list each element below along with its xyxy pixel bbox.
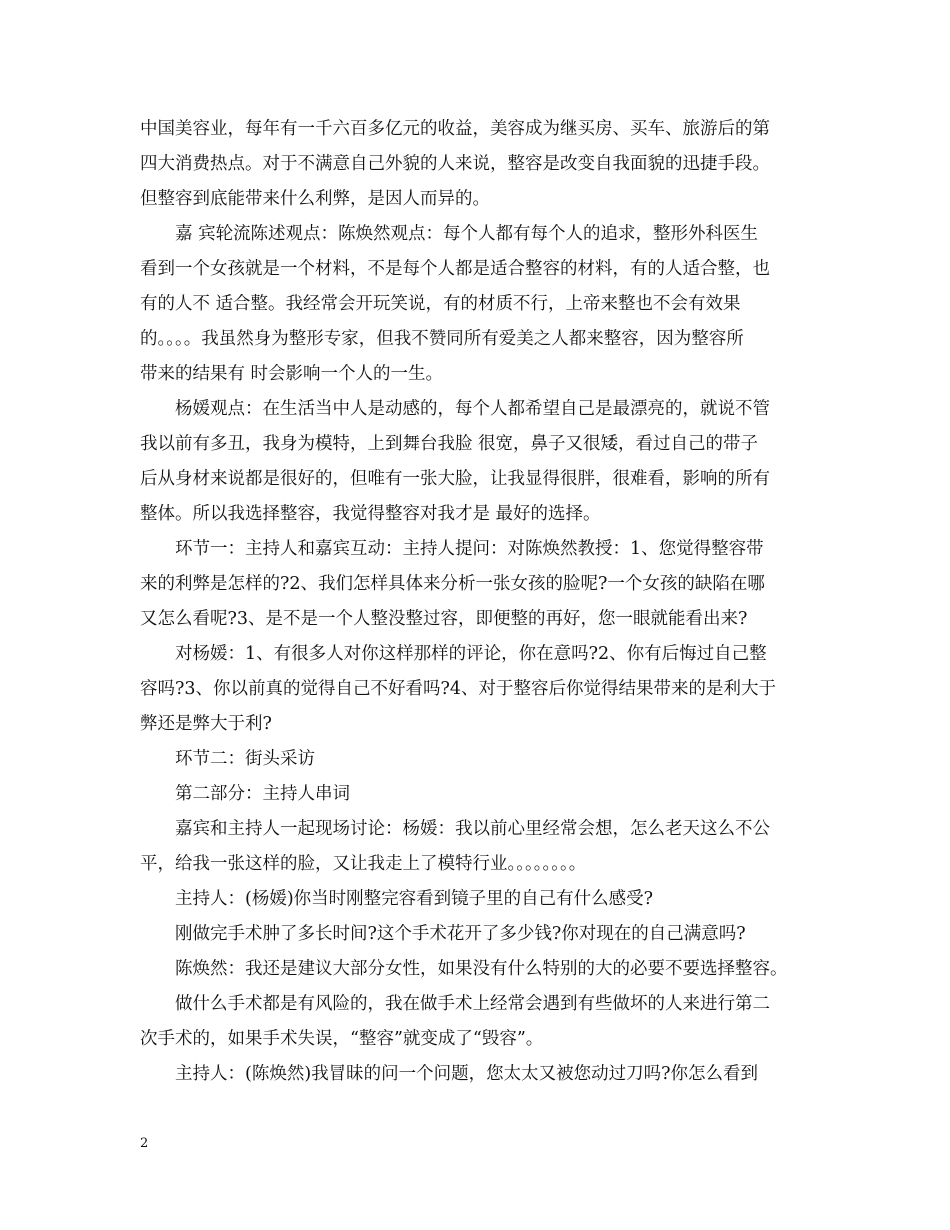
paragraph	[140, 742, 812, 777]
body-text	[140, 112, 812, 1092]
paragraph	[140, 952, 812, 987]
text-line: 弊还是弊大于利?	[140, 714, 272, 734]
text-line: 有的人不 适合整。我经常会开玩笑说，有的材质不行，上帝来整也不会有效果	[140, 294, 741, 314]
text-line: 中国美容业，每年有一千六百多亿元的收益，美容成为继买房、买车、旅游后的第	[140, 119, 770, 139]
text-line: 但整容到底能带来什么利弊，是因人而异的。	[140, 189, 490, 209]
text-line: 四大消费热点。对于不满意自己外貌的人来说，整容是改变自我面貌的迅捷手段。	[140, 154, 770, 174]
text-line: 看到一个女孩就是一个材料，不是每个人都是适合整容的材料，有的人适合整，也	[140, 259, 770, 279]
paragraph	[140, 917, 812, 952]
text-line: 主持人：(杨媛)你当时刚整完容看到镜子里的自己有什么感受?	[175, 889, 654, 909]
text-line: 来的利弊是怎样的?2、我们怎样具体来分析一张女孩的脸呢?一个女孩的缺陷在哪	[140, 574, 765, 594]
paragraph	[140, 777, 812, 812]
text-line: 的。。。。我虽然身为整形专家，但我不赞同所有爱美之人都来整容，因为整容所	[140, 329, 744, 349]
paragraph	[140, 532, 812, 637]
text-line: 环节一：主持人和嘉宾互动：主持人提问：对陈焕然教授：1、您觉得整容带	[175, 539, 764, 559]
text-line: 嘉 宾轮流陈述观点：陈焕然观点：每个人都有每个人的追求，整形外科医生	[175, 224, 759, 244]
paragraph	[140, 1057, 812, 1092]
text-line: 我以前有多丑，我身为模特，上到舞台我脸 很宽，鼻子又很矮，看过自己的带子	[140, 434, 759, 454]
text-line: 后从身材来说都是很好的，但唯有一张大脸，让我显得很胖，很难看，影响的所有	[140, 469, 770, 489]
text-line: 主持人：(陈焕然)我冒昧的问一个问题，您太太又被您动过刀吗?你怎么看到	[175, 1064, 759, 1084]
text-line: 环节二：街头采访	[175, 749, 315, 769]
text-line: 整体。所以我选择整容，我觉得整容对我才是 最好的选择。	[140, 504, 601, 524]
paragraph	[140, 882, 812, 917]
text-line: 杨媛观点：在生活当中人是动感的，每个人都希望自己是最漂亮的，就说不管	[175, 399, 770, 419]
text-line: 次手术的，如果手术失误，“整容”就变成了“毁容”。	[140, 1029, 544, 1049]
paragraph	[140, 987, 812, 1057]
text-line: 又怎么看呢?3、是不是一个人整没整过容，即便整的再好，您一眼就能看出来?	[140, 609, 748, 629]
paragraph	[140, 812, 812, 882]
paragraph	[140, 637, 812, 742]
paragraph	[140, 217, 812, 392]
text-line: 第二部分：主持人串词	[175, 784, 350, 804]
text-line: 刚做完手术肿了多长时间?这个手术花开了多少钱?你对现在的自己满意吗?	[175, 924, 746, 944]
text-line: 陈焕然：我还是建议大部分女性，如果没有什么特别的大的必要不要选择整容。	[175, 959, 788, 979]
text-line: 对杨媛：1、有很多人对你这样那样的评论，你在意吗?2、你有后悔过自己整	[175, 644, 767, 664]
text-line: 嘉宾和主持人一起现场讨论：杨媛：我以前心里经常会想，怎么老天这么不公	[175, 819, 770, 839]
text-line: 带来的结果有 时会影响一个人的一生。	[140, 364, 444, 384]
text-line: 容吗?3、你以前真的觉得自己不好看吗?4、对于整容后你觉得结果带来的是利大于	[140, 679, 777, 699]
text-line: 平，给我一张这样的脸，又让我走上了模特行业。。。。。。。。	[140, 854, 587, 874]
text-line: 做什么手术都是有风险的，我在做手术上经常会遇到有些做坏的人来进行第二	[175, 994, 770, 1014]
paragraph	[140, 392, 812, 532]
paragraph	[140, 112, 812, 217]
page-number: 2	[140, 1136, 149, 1151]
